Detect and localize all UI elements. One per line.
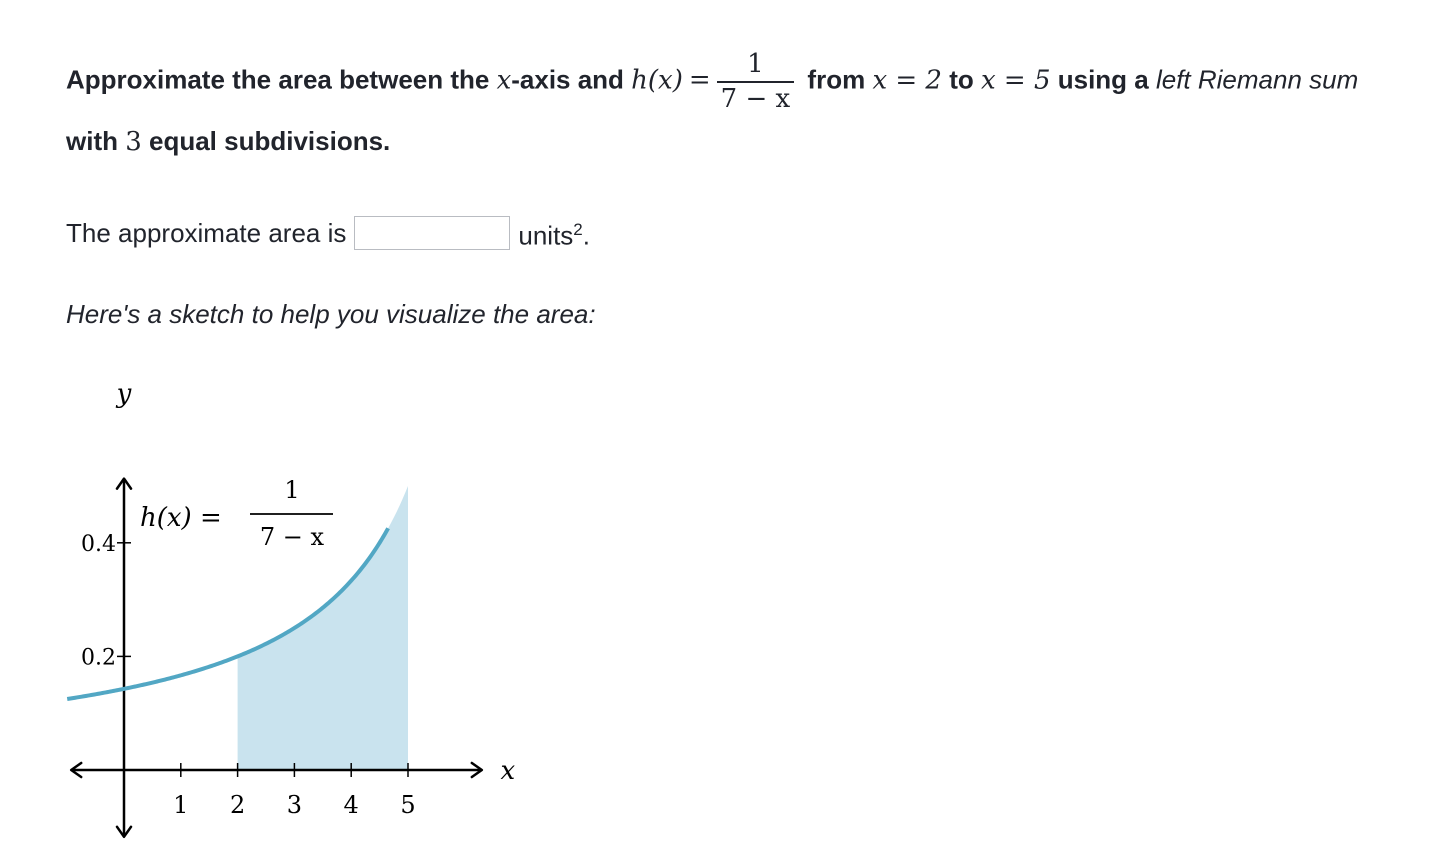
answer-row [66, 210, 590, 256]
question-prompt: Approximate the area between the x-axis and h(x) = $\frac{1}{7 - x}$ from x = 2 to x = 5 using a left Riemann sum with 3 equal subdivisions. [66, 49, 1359, 158]
subdivision-count: 3 [125, 127, 142, 158]
method-name: left Riemann sum [1155, 64, 1359, 95]
x-tick-label: 5 [400, 791, 416, 819]
y-tick-label: 0.2 [81, 645, 116, 671]
x-axis-label: x [500, 756, 516, 786]
area-answer-input[interactable] [354, 216, 510, 250]
graph-fraction-numerator: 1 [284, 476, 300, 504]
graph-function-lhs: h(x) = [140, 503, 222, 533]
x-variable: x [496, 65, 512, 96]
x-tick-label: 2 [229, 791, 246, 819]
y-axis-label: y [116, 379, 132, 409]
answer-unit: units$^2$. [518, 220, 590, 251]
function-lhs: h(x) [631, 65, 683, 96]
answer-prefix: The approximate area is [66, 217, 347, 248]
y-tick-label: 0.4 [81, 531, 116, 557]
x-tick-label: 1 [173, 791, 189, 819]
lower-bound: x = 2 [872, 65, 942, 96]
upper-bound: x = 5 [980, 65, 1051, 96]
x-tick-label: 4 [343, 791, 359, 819]
function-fraction: $\frac{1}{7 - x}$ [717, 50, 795, 113]
x-tick-label: 3 [286, 791, 303, 819]
area-sketch-graph [0, 370, 540, 840]
hint-text: Here's a sketch to help you visualize the area: [66, 299, 596, 329]
graph-fraction-denominator: 7 − x [259, 523, 325, 551]
